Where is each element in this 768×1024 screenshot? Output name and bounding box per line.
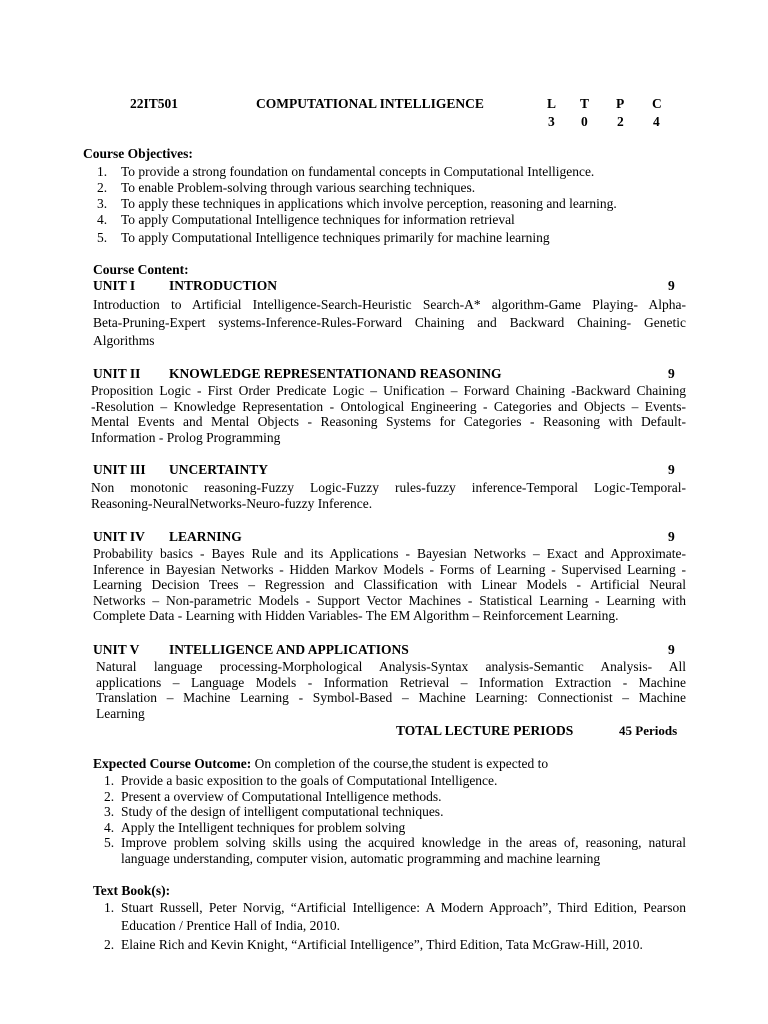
outcomes-heading-line — [93, 756, 548, 772]
ltpc-label-c: C — [652, 96, 662, 111]
textbooks-heading: Text Book(s): — [93, 883, 171, 898]
unit-1-title: INTRODUCTION — [169, 278, 278, 293]
unit-3-title: UNCERTAINTY — [169, 462, 269, 477]
ltpc-value-l: 3 — [548, 114, 555, 129]
unit-5-title: INTELLIGENCE AND APPLICATIONS — [169, 642, 409, 657]
ltpc-value-c: 4 — [653, 114, 660, 129]
ltpc-label-p: P — [616, 96, 625, 111]
unit-2-label: UNIT II — [93, 366, 141, 381]
unit-4-title: LEARNING — [169, 529, 242, 544]
unit-4-label: UNIT IV — [93, 529, 145, 544]
unit-4-description: Probability basics - Bayes Rule and its Applications - Bayesian Networks – Exact and Approximate- Inference in Bayesian Networks - Hidden Markov Models - Forms of Learning - Supervised Learning - Learning Decision Trees – Regression and Classification with Linear Models - Artificial Neural Networks – Non-parametric Models - Support Vector Machines - Statistical Learning - Learning with Complete Data - Learning with Hidden Variables- The EM Algorithm – Reinforcement Learning. — [93, 546, 686, 623]
unit-5-description: Natural language processing-Morphological Analysis-Syntax analysis-Semantic Analysis- All applications – Language Models - Information Retrieval – Information Extraction - Machine Translation – Machine Learning - Symbol-Based – Machine Learning: Connectionist – Machine Learning — [96, 659, 686, 721]
unit-5-label: UNIT V — [93, 642, 140, 657]
total-periods-value: 45 Periods — [619, 723, 678, 738]
ltpc-label-t: T — [580, 96, 590, 111]
unit-4-hours: 9 — [668, 529, 675, 544]
outcomes-heading: Expected Course Outcome: — [93, 756, 252, 771]
course-title: COMPUTATIONAL INTELLIGENCE — [256, 96, 484, 111]
content-heading: Course Content: — [93, 262, 189, 277]
unit-1-hours: 9 — [668, 278, 675, 293]
outcomes-intro: On completion of the course,the student is expected to — [251, 756, 549, 771]
objectives-heading: Course Objectives: — [83, 146, 193, 161]
ltpc-label-l: L — [547, 96, 557, 111]
ltpc-value-t: 0 — [581, 114, 588, 129]
unit-1-description: Introduction to Artificial Intelligence-Search-Heuristic Search-A* algorithm-Game Playing- Alpha- Beta-Pruning-Expert systems-Inference-Rules-Forward Chaining and Backward Chaining- Genetic Algorithms — [93, 297, 686, 348]
unit-3-hours: 9 — [668, 462, 675, 477]
syllabus-page: 22IT501 COMPUTATIONAL INTELLIGENCE L T P C 3 0 2 4 Course Objectives: 1. To provide a strong foundation on fundamental concepts in Computational Intelligence. 2. To enable Problem-solving through various searching techniques. 3. To apply these techniques in applications which involve perception, reasoning and learning. 4. To apply Computational Intelligence techniques for information retrieval 5. To apply Computational Intelligence techniques primarily for machine learning Course Content: UNIT I INTRODUCTION 9 Introduction to Artificial Intelligence-Search-Heuristic Search-A* algorithm-Game Playing- Alpha- Beta-Pruning-Expert systems-Inference-Rules-Forward Chaining and Backward Chaining- Genetic Algorithms UNIT II KNOWLEDGE REPRESENTATIONAND REASONING 9 Proposition Logic - First Order Predicate Logic – Unification – Forward Chaining -Backward Chaining -Resolution – Knowledge Representation - Ontological Engineering - Categories and Objects – Events- Mental Events and Mental Objects - Reasoning Systems for Categories - Reasoning with Default- Information - Prolog Programming UNIT III UNCERTAINTY 9 Non monotonic reasoning-Fuzzy Logic-Fuzzy rules-fuzzy inference-Temporal Logic-Temporal- Reasoning-NeuralNetworks-Neuro-fuzzy Inference. UNIT IV LEARNING 9 Probability basics - Bayes Rule and its Applications - Bayesian Networks – Exact and Approximate- Inference in Bayesian Networks - Hidden Markov Models - Forms of Learning - Supervised Learning - Learning Decision Trees – Regression and Classification with Linear Models - Artificial Neural Networks – Non-parametric Models - Support Vector Machines - Statistical Learning - Learning with Complete Data - Learning with Hidden Variables- The EM Algorithm – Reinforcement Learning. UNIT V INTELLIGENCE AND APPLICATIONS 9 Natural language processing-Morphological Analysis-Syntax analysis-Semantic Analysis- All applications – Language Models - Information Retrieval – Information Extraction - Machine Translation – Machine Learning - Symbol-Based – Machine Learning: Connectionist – Machine Learning TOTAL LECTURE PERIODS 45 Periods Expected Course Outcome: On completion of the course,the student is expected to 1. Provide a basic exposition to the goals of Computational Intelligence. 2. Present a overview of Computational Intelligence methods. 3. Study of the design of intelligent computational techniques. 4. Apply the Intelligent techniques for problem solving 5. Improve problem solving skills using the acquired knowledge in the areas of, reasoning, natural language understanding, computer vision, automatic programming and machine learning Text Book(s): 1. Stuart Russell, Peter Norvig, “Artificial Intelligence: A Modern Approach”, Third Edition, Pearson Education / Prentice Hall of India, 2010. 2. Elaine Rich and Kevin Knight, “Artificial Intelligence”, Third Edition, Tata McGraw-Hill, 2010. — [83, 96, 686, 952]
unit-2-title: KNOWLEDGE REPRESENTATIONAND REASONING — [169, 366, 502, 381]
unit-5-hours: 9 — [668, 642, 675, 657]
ltpc-value-p: 2 — [617, 114, 624, 129]
unit-3-label: UNIT III — [93, 462, 146, 477]
course-code: 22IT501 — [130, 96, 179, 111]
unit-3-description: Non monotonic reasoning-Fuzzy Logic-Fuzzy rules-fuzzy inference-Temporal Logic-Temporal- Reasoning-NeuralNetworks-Neuro-fuzzy Inference. — [91, 480, 686, 511]
unit-2-hours: 9 — [668, 366, 675, 381]
total-periods-label: TOTAL LECTURE PERIODS — [396, 723, 574, 738]
unit-1-label: UNIT I — [93, 278, 136, 293]
unit-2-description: Proposition Logic - First Order Predicate Logic – Unification – Forward Chaining -Backward Chaining -Resolution – Knowledge Representation - Ontological Engineering - Categories and Objects – Events- Mental Events and Mental Objects - Reasoning Systems for Categories - Reasoning with Default- Information - Prolog Programming — [91, 383, 686, 445]
